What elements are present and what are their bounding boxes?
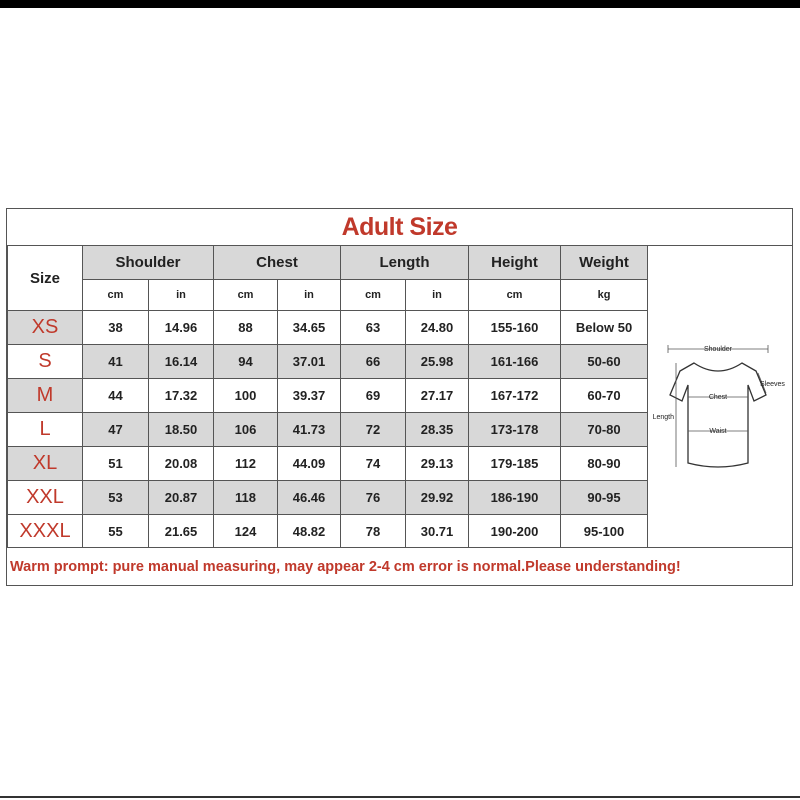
chart-title: Adult Size [7,209,792,246]
length-header: Length [341,246,469,280]
height-cell: 186-190 [469,481,561,515]
length-in-cell: 29.13 [406,447,469,481]
chest-in-cell: 46.46 [278,481,341,515]
weight-cell: 60-70 [561,379,648,413]
shoulder-in-cell: 20.08 [149,447,214,481]
weight-cell: 50-60 [561,345,648,379]
shoulder-cm-cell: 53 [83,481,149,515]
shoulder-cm-cell: 44 [83,379,149,413]
size-label: XS [8,311,83,345]
weight-cell: 70-80 [561,413,648,447]
unit-shoulder-cm: cm [83,280,149,311]
unit-shoulder-in: in [149,280,214,311]
length-cm-cell: 74 [341,447,406,481]
table-row [8,311,648,345]
length-cm-cell: 72 [341,413,406,447]
size-chart [6,208,793,586]
size-label: XXXL [8,515,83,548]
length-cm-cell: 78 [341,515,406,548]
measurement-note: Warm prompt: pure manual measuring, may appear 2-4 cm error is normal.Please understanding! [7,547,792,585]
length-in-cell: 24.80 [406,311,469,345]
table-row [8,413,648,447]
diagram-chest-label: Chest [708,394,728,401]
size-label: XXL [8,481,83,515]
table-row [8,345,648,379]
weight-cell: Below 50 [561,311,648,345]
table-row [8,447,648,481]
diagram-sleeves-label: Sleeves [760,381,785,388]
weight-cell: 90-95 [561,481,648,515]
height-header: Height [469,246,561,280]
diagram-waist-label: Waist [709,428,727,435]
size-label: XL [8,447,83,481]
chest-header: Chest [214,246,341,280]
shoulder-in-cell: 17.32 [149,379,214,413]
size-header: Size [8,246,83,311]
chest-in-cell: 48.82 [278,515,341,548]
chest-in-cell: 39.37 [278,379,341,413]
shoulder-in-cell: 21.65 [149,515,214,548]
length-cm-cell: 69 [341,379,406,413]
chest-cm-cell: 106 [214,413,278,447]
length-in-cell: 29.92 [406,481,469,515]
chest-cm-cell: 118 [214,481,278,515]
length-in-cell: 25.98 [406,345,469,379]
length-cm-cell: 63 [341,311,406,345]
height-cell: 173-178 [469,413,561,447]
length-cm-cell: 66 [341,345,406,379]
shoulder-in-cell: 20.87 [149,481,214,515]
chest-cm-cell: 112 [214,447,278,481]
shoulder-cm-cell: 47 [83,413,149,447]
diagram-length-label: Length [652,414,674,421]
height-cell: 190-200 [469,515,561,548]
length-in-cell: 27.17 [406,379,469,413]
height-cell: 155-160 [469,311,561,345]
shoulder-cm-cell: 41 [83,345,149,379]
unit-chest-cm: cm [214,280,278,311]
chest-in-cell: 41.73 [278,413,341,447]
chest-cm-cell: 124 [214,515,278,548]
shoulder-cm-cell: 51 [83,447,149,481]
size-table [7,245,648,548]
chest-in-cell: 44.09 [278,447,341,481]
shoulder-in-cell: 16.14 [149,345,214,379]
length-in-cell: 28.35 [406,413,469,447]
chest-cm-cell: 88 [214,311,278,345]
chest-cm-cell: 100 [214,379,278,413]
bottom-border-line [0,796,800,798]
header-row [8,246,648,280]
shoulder-cm-cell: 38 [83,311,149,345]
height-cell: 179-185 [469,447,561,481]
table-row [8,515,648,548]
chest-in-cell: 37.01 [278,345,341,379]
diagram-shoulder-label: Shoulder [703,346,733,353]
top-border-bar [0,0,800,8]
chest-cm-cell: 94 [214,345,278,379]
size-label: L [8,413,83,447]
size-label: S [8,345,83,379]
tshirt-measurement-icon [648,245,793,547]
chest-in-cell: 34.65 [278,311,341,345]
weight-cell: 95-100 [561,515,648,548]
unit-weight: kg [561,280,648,311]
shoulder-in-cell: 14.96 [149,311,214,345]
length-cm-cell: 76 [341,481,406,515]
weight-header: Weight [561,246,648,280]
unit-row [8,280,648,311]
shoulder-cm-cell: 55 [83,515,149,548]
measurement-diagram [647,245,792,547]
height-cell: 167-172 [469,379,561,413]
unit-length-cm: cm [341,280,406,311]
weight-cell: 80-90 [561,447,648,481]
unit-chest-in: in [278,280,341,311]
unit-height: cm [469,280,561,311]
unit-length-in: in [406,280,469,311]
height-cell: 161-166 [469,345,561,379]
length-in-cell: 30.71 [406,515,469,548]
table-row [8,481,648,515]
shoulder-in-cell: 18.50 [149,413,214,447]
size-label: M [8,379,83,413]
table-row [8,379,648,413]
shoulder-header: Shoulder [83,246,214,280]
